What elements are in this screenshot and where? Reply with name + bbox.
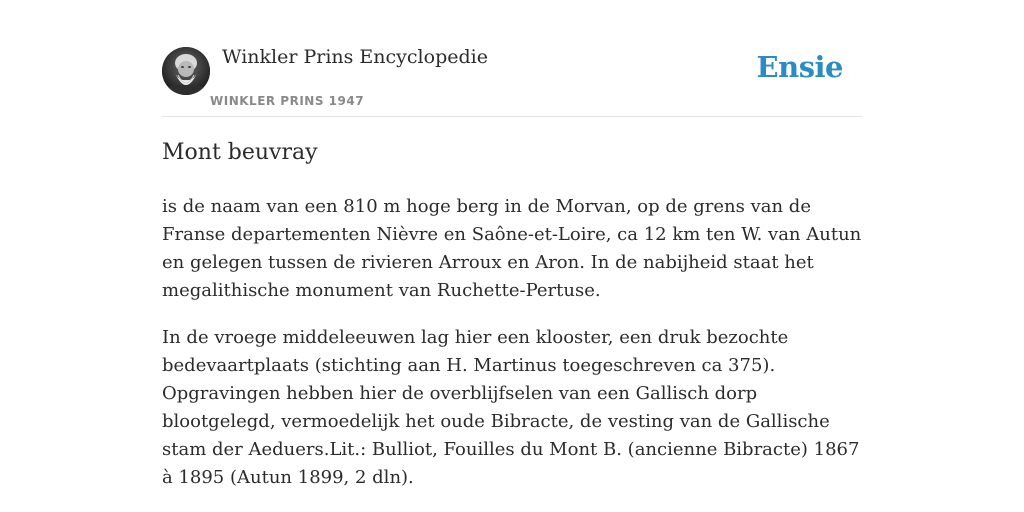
article-card — [162, 0, 862, 512]
entry-title: Mont beuvray — [162, 140, 318, 165]
entry-body — [162, 193, 862, 511]
article-header — [162, 0, 862, 117]
portrait-photo-icon — [162, 47, 210, 95]
entry-paragraph: In de vroege middeleeuwen lag hier een klooster, een druk bezochte bedevaartplaats (stichting aan H. Martinus toegeschreven ca 375). Opgravingen hebben hier de overblijfselen van een Gallisch dorp blootgelegd, vermoedelijk het oude Bibracte, de vesting van de Gallische stam der Aeduers.Lit.: Bulliot, Fouilles du Mont B. (ancienne Bibracte) 1867 à 1895 (Autun 1899, 2 dln). — [162, 327, 860, 488]
source-title[interactable]: Winkler Prins Encyclopedie — [222, 46, 488, 68]
entry-paragraph: is de naam van een 810 m hoge berg in de Morvan, op de grens van de Franse departementen Nièvre en Saône-et-Loire, ca 12 km ten W. van Autun en gelegen tussen de rivieren Arroux en Aron. In de nabijheid staat het megalithische monument van Ruchette-Pertuse. — [162, 196, 862, 301]
avatar[interactable] — [162, 47, 210, 95]
source-edition[interactable]: WINKLER PRINS 1947 — [210, 94, 365, 108]
brand-logo[interactable]: Ensie — [756, 50, 843, 84]
